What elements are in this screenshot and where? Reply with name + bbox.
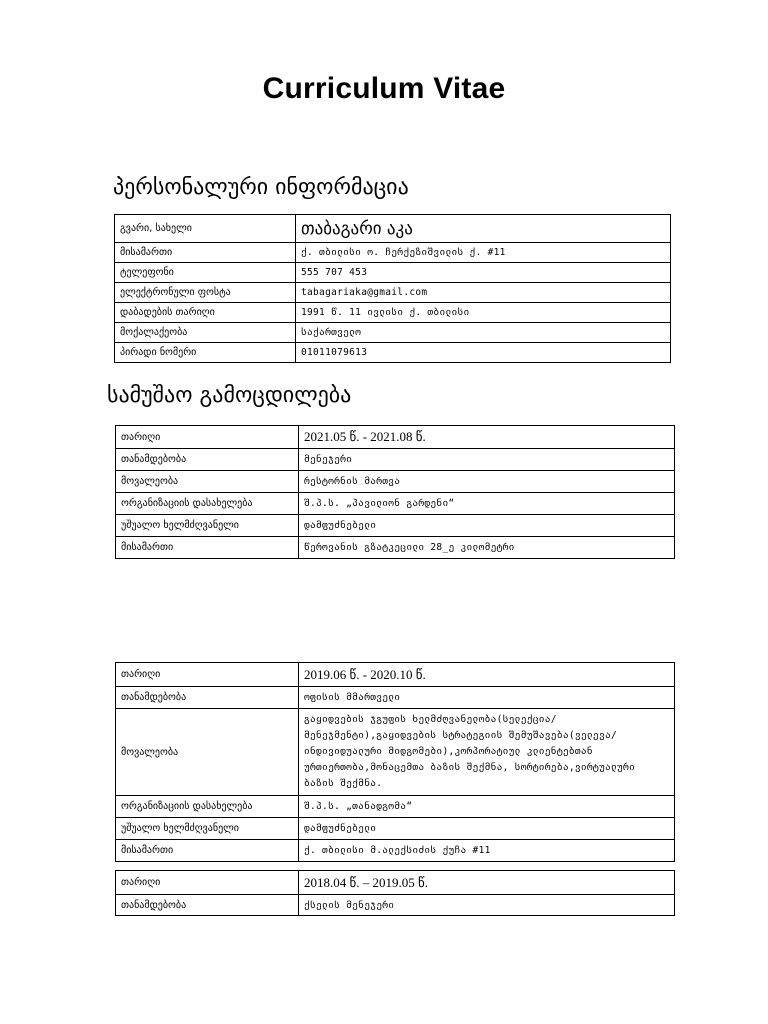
field-label-address: მისამართი (116, 537, 299, 559)
field-label-birth: დაბადების თარიღი (115, 303, 296, 323)
field-value-address: ქ. თბილისი ო. ჩერქეზიშვილის ქ. #11 (296, 243, 671, 263)
personal-info-table (114, 214, 671, 363)
field-value-duties: რესტორნის მართვა (299, 471, 675, 493)
field-value-date: 2018.04 წ. – 2019.05 წ. (299, 871, 675, 895)
field-value-position: ქსელის მენეჯერი (299, 895, 675, 916)
table-row (116, 840, 675, 862)
field-label-position: თანამდებობა (116, 895, 299, 916)
field-value-organization: შ.პ.ს. „თანადგომა“ (299, 796, 675, 818)
job-table-1 (115, 425, 675, 559)
field-label-name: გვარი, სახელი (115, 215, 296, 243)
field-label-address: მისამართი (115, 243, 296, 263)
document-title: Curriculum Vitae (262, 72, 506, 105)
field-label-position: თანამდებობა (116, 687, 299, 709)
field-value-date: 2021.05 წ. - 2021.08 წ. (299, 426, 675, 449)
field-label-address: მისამართი (116, 840, 299, 862)
field-label-organization: ორგანიზაციის დასახელება (116, 796, 299, 818)
table-row (116, 663, 675, 687)
field-value-phone: 555 707 453 (296, 263, 671, 283)
table-row (116, 537, 675, 559)
field-label-phone: ტელეფონი (115, 263, 296, 283)
table-row (116, 426, 675, 449)
field-value-date: 2019.06 წ. - 2020.10 წ. (299, 663, 675, 687)
field-value-organization: შ.პ.ს. „პავილიონ გარდენი“ (299, 493, 675, 515)
field-label-duties: მოვალეობა (116, 709, 299, 796)
table-row (116, 818, 675, 840)
field-value-duties: გაყიდვების ჯგუფის ხელმძღვანელობა(სელექცია/მენეჯმენტი),გაყიდვების სტრატეგიის შემუშავება(ველევა/ინდივიდუალური მიდგომები),კორპორატიულ კლიენტებთან ურთიერთობა,მონაცემთა ბაზის შექმნა, სორტირება,ვირტუალური ბაზის შექმნა. (299, 709, 675, 796)
table-row (115, 343, 671, 363)
table-row (115, 303, 671, 323)
field-value-email: tabagariaka@gmail.com (296, 283, 671, 303)
table-row (116, 796, 675, 818)
personal-info-heading: პერსონალური ინფორმაცია (113, 175, 409, 200)
field-label-duties: მოვალეობა (116, 471, 299, 493)
table-row (116, 871, 675, 895)
field-label-date: თარიღი (116, 871, 299, 895)
job-table-3 (115, 870, 675, 916)
field-label-date: თარიღი (116, 426, 299, 449)
table-row (115, 263, 671, 283)
field-label-organization: ორგანიზაციის დასახელება (116, 493, 299, 515)
field-value-name: თაბაგარი აკა (296, 215, 671, 243)
field-label-date: თარიღი (116, 663, 299, 687)
table-row (116, 895, 675, 916)
work-experience-heading: სამუშაო გამოცდილება (107, 383, 352, 408)
field-label-citizenship: მოქალაქეობა (115, 323, 296, 343)
table-row (116, 471, 675, 493)
table-row (115, 215, 671, 243)
field-value-position: ოფისის მმართველი (299, 687, 675, 709)
field-value-birth: 1991 წ. 11 ივლისი ქ. თბილისი (296, 303, 671, 323)
table-row (115, 283, 671, 303)
field-value-address: წეროვანის გზატკეცილი 28_ე კილომეტრი (299, 537, 675, 559)
field-label-supervisor: უშუალო ხელმძღვანელი (116, 818, 299, 840)
table-row (116, 449, 675, 471)
table-row (115, 323, 671, 343)
field-value-personal-id: 01011079613 (296, 343, 671, 363)
table-row (115, 243, 671, 263)
field-value-address: ქ. თბილისი მ.ალექსიძის ქუჩა #11 (299, 840, 675, 862)
field-label-personal-id: პირადი ნომერი (115, 343, 296, 363)
field-label-position: თანამდებობა (116, 449, 299, 471)
field-value-supervisor: დამფუძნებელი (299, 818, 675, 840)
field-label-email: ელექტრონული ფოსტა (115, 283, 296, 303)
field-value-position: მენეჯერი (299, 449, 675, 471)
field-value-citizenship: საქართველო (296, 323, 671, 343)
table-row (116, 515, 675, 537)
field-value-supervisor: დამფუძნებელი (299, 515, 675, 537)
table-row (116, 687, 675, 709)
field-label-supervisor: უშუალო ხელმძღვანელი (116, 515, 299, 537)
job-table-2 (115, 662, 675, 862)
table-row (116, 709, 675, 796)
table-row (116, 493, 675, 515)
